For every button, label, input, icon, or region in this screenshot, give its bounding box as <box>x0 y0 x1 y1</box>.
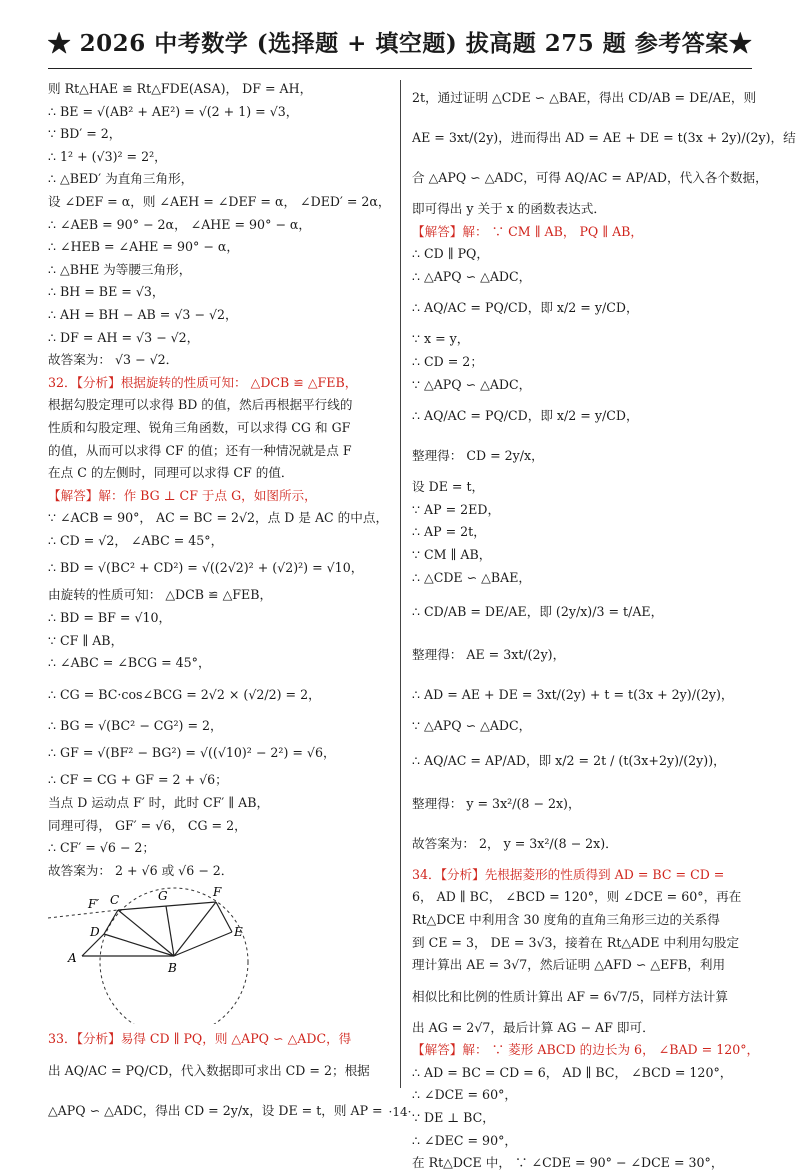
text-line: ∴ △APQ ∽ △ADC， <box>412 268 532 284</box>
text-line: ∴ ∠DEC = 90°， <box>412 1132 517 1148</box>
label-d: D <box>90 925 100 940</box>
text-line: ∴ BH = BE = √3， <box>48 284 165 300</box>
label-f-prime: F′ <box>88 897 100 912</box>
text-line: 到 CE = 3， DE = 3√3，接着在 Rt△ADE 中利用勾股定 <box>412 934 740 950</box>
segment-cb <box>118 910 174 956</box>
text-line: ∵ x = y， <box>412 331 470 347</box>
text-line: 同理可得， GF′ = √6， CG = 2， <box>48 817 247 833</box>
right-column <box>412 78 796 1175</box>
text-line: ∴ CD = 2； <box>412 353 483 369</box>
text-line: 合 △APQ ∽ △ADC，可得 AQ/AC = AP/AD，代入各个数据， <box>412 170 768 185</box>
text-line: ∵ △APQ ∽ △ADC， <box>412 376 532 392</box>
text-line: ∵ AP = 2ED， <box>412 501 501 517</box>
text-line: △APQ ∽ △ADC，得出 CD = 2y/x，设 DE = t，则 AP = <box>48 1103 383 1118</box>
text-line: 6， AD ∥ BC， ∠BCD = 120°，则 ∠DCE = 60°，再在 <box>412 889 742 905</box>
text-line: ∵ BD′ = 2， <box>48 126 122 142</box>
label-a: A <box>68 951 77 966</box>
text-line: ∴ CF = CG + GF = 2 + √6； <box>48 772 228 788</box>
text-line: 在点 C 的左侧时，同理可以求得 CF 的值． <box>48 465 294 481</box>
text-line: 出 AQ/AC = PQ/CD，代入数据即可求出 CD = 2；根据 <box>48 1063 370 1078</box>
text-line: ∵ DE ⊥ BC， <box>412 1110 495 1126</box>
text-line: 由旋转的性质可知： △DCB ≌ △FEB， <box>48 587 273 603</box>
text-line: ∴ GF = √(BF² − BG²) = √((√10)² − 2²) = √6， <box>48 745 336 761</box>
text-line: ∴ CD ∥ PQ， <box>412 246 489 262</box>
text-line: ∴ AQ/AC = PQ/CD，即 x/2 = y/CD， <box>412 408 639 424</box>
text-line: ∴ △CDE ∽ △BAE， <box>412 569 532 585</box>
text-line: ∴ BG = √(BC² − CG²) = 2， <box>48 717 223 733</box>
text-line: 的值，从而可以求得 CF 的值；还有一种情况就是点 F <box>48 442 352 458</box>
text-line: 出 AG = 2√7，最后计算 AG − AF 即可． <box>412 1019 655 1035</box>
text-line: 理计算出 AE = 3√7，然后证明 △AFD ∽ △EFB，利用 <box>412 957 726 973</box>
text-line: ∴ △BHE 为等腰三角形， <box>48 261 192 277</box>
text-line: 整理得： AE = 3xt/(2y)， <box>412 647 566 663</box>
text-line: 当点 D 运动点 F′ 时，此时 CF′ ∥ AB， <box>48 795 270 811</box>
text-line: 32．【分析】根据旋转的性质可知： △DCB ≌ △FEB， <box>48 374 358 390</box>
text-line: 【解答】解：作 BG ⊥ CF 于点 G，如图所示， <box>48 487 317 503</box>
text-line: AE = 3xt/(2y)，进而得出 AD = AE + DE = t(3x + 2y)/(2y)，结 <box>412 130 796 145</box>
text-line: ∴ BD = √(BC² + CD²) = √((2√2)² + (√2)²) = √10， <box>48 560 364 576</box>
label-e: E <box>234 925 243 940</box>
label-f: F <box>213 885 222 900</box>
text-line: ∴ ∠DCE = 60°， <box>412 1087 517 1103</box>
text-line: ∴ ∠ABC = ∠BCG = 45°， <box>48 655 211 671</box>
text-line: ∴ BE = √(AB² + AE²) = √(2 + 1) = √3， <box>48 103 299 119</box>
geometry-figure <box>48 884 258 1024</box>
text-line: 设 ∠DEF = α，则 ∠AEH = ∠DEF = α， ∠DED′ = 2α， <box>48 193 391 209</box>
text-line: 故答案为： 2， y = 3x²/(8 − 2x)． <box>412 835 618 851</box>
text-line: ∴ AP = 2t， <box>412 524 486 540</box>
page-title: ★ 2026 中考数学 (选择题 + 填空题) 拔高题 275 题 参考答案★ <box>47 30 753 57</box>
text-line: 整理得： y = 3x²/(8 − 2x)， <box>412 795 581 811</box>
text-line: 故答案为： 2 + √6 或 √6 − 2． <box>48 862 234 878</box>
text-line: ∴ AQ/AC = PQ/CD，即 x/2 = y/CD， <box>412 300 639 316</box>
text-line: 相似比和比例的性质计算出 AF = 6√7/5，同样方法计算 <box>412 988 728 1004</box>
text-line: ∴ 1² + (√3)² = 2²， <box>48 148 167 164</box>
page-number: ·14· <box>388 1105 412 1119</box>
text-line: ∴ ∠HEB = ∠AHE = 90° − α， <box>48 239 239 255</box>
text-line: ∴ ∠AEB = 90° − 2α， ∠AHE = 90° − α， <box>48 216 312 232</box>
text-line: ∴ △BED′ 为直角三角形， <box>48 171 194 187</box>
segment-gb <box>166 906 174 956</box>
text-line: ∵ CF ∥ AB， <box>48 632 124 648</box>
text-line: 故答案为： √3 − √2． <box>48 352 179 368</box>
text-line: ∴ AQ/AC = AP/AD，即 x/2 = 2t / (t(3x+2y)/(2y))， <box>412 752 726 768</box>
text-line: ∴ CG = BC·cos∠BCG = 2√2 × (√2/2) = 2， <box>48 686 321 702</box>
text-line: 2t，通过证明 △CDE ∽ △BAE，得出 CD/AB = DE/AE，则 <box>412 90 757 105</box>
text-line: ∴ DF = AH = √3 − √2， <box>48 329 200 345</box>
text-line: 即可得出 y 关于 x 的函数表达式． <box>412 201 606 216</box>
text-line: ∵ CM ∥ AB， <box>412 546 492 562</box>
text-line: 则 Rt△HAE ≌ Rt△FDE(ASA)， DF = AH， <box>48 81 313 96</box>
left-column <box>48 78 391 1131</box>
text-line: 34．【分析】先根据菱形的性质得到 AD = BC = CD = <box>412 866 725 882</box>
text-line: ∴ CD = √2， ∠ABC = 45°， <box>48 532 224 548</box>
segment-dc <box>104 910 118 934</box>
text-line: ∴ CF′ = √6 − 2； <box>48 840 156 856</box>
text-line: 在 Rt△DCE 中， ∵ ∠CDE = 90° − ∠DCE = 30°， <box>412 1155 724 1171</box>
text-line: ∴ CD/AB = DE/AE，即 (2y/x)/3 = t/AE， <box>412 604 664 620</box>
dashed-extension <box>48 910 118 918</box>
label-b: B <box>168 961 177 976</box>
text-line: 根据勾股定理可以求得 BD 的值，然后再根据平行线的 <box>48 397 353 413</box>
text-line: 性质和勾股定理、锐角三角函数，可以求得 CG 和 GF <box>48 419 351 435</box>
segment-fe <box>216 902 232 932</box>
text-line: ∴ AD = BC = CD = 6， AD ∥ BC， ∠BCD = 120°， <box>412 1064 733 1080</box>
column-divider <box>400 80 401 1088</box>
text-line: ∴ AD = AE + DE = 3xt/(2y) + t = t(3x + 2y)/(2y)， <box>412 687 734 703</box>
text-line: ∴ AH = BH − AB = √3 − √2， <box>48 306 238 322</box>
header-divider <box>48 68 752 69</box>
text-line: Rt△DCE 中利用含 30 度角的直角三角形三边的关系得 <box>412 911 720 927</box>
label-g: G <box>158 889 168 904</box>
text-line: ∵ △APQ ∽ △ADC， <box>412 718 532 734</box>
text-line: 整理得： CD = 2y/x， <box>412 448 544 464</box>
left-column-text <box>48 78 391 882</box>
text-line: ∴ BD = BF = √10， <box>48 610 172 626</box>
text-line: 设 DE = t， <box>412 479 485 495</box>
text-line: 33．【分析】易得 CD ∥ PQ，则 △APQ ∽ △ADC，得 <box>48 1031 352 1047</box>
label-c: C <box>110 893 120 908</box>
text-line: 【解答】解： ∵ CM ∥ AB， PQ ∥ AB， <box>412 223 644 239</box>
text-line: 【解答】解： ∵ 菱形 ABCD 的边长为 6， ∠BAD = 120°， <box>412 1042 760 1058</box>
segment-db <box>104 934 174 956</box>
right-column-text <box>412 78 796 1175</box>
text-line: ∵ ∠ACB = 90°， AC = BC = 2√2，点 D 是 AC 的中点， <box>48 510 389 526</box>
